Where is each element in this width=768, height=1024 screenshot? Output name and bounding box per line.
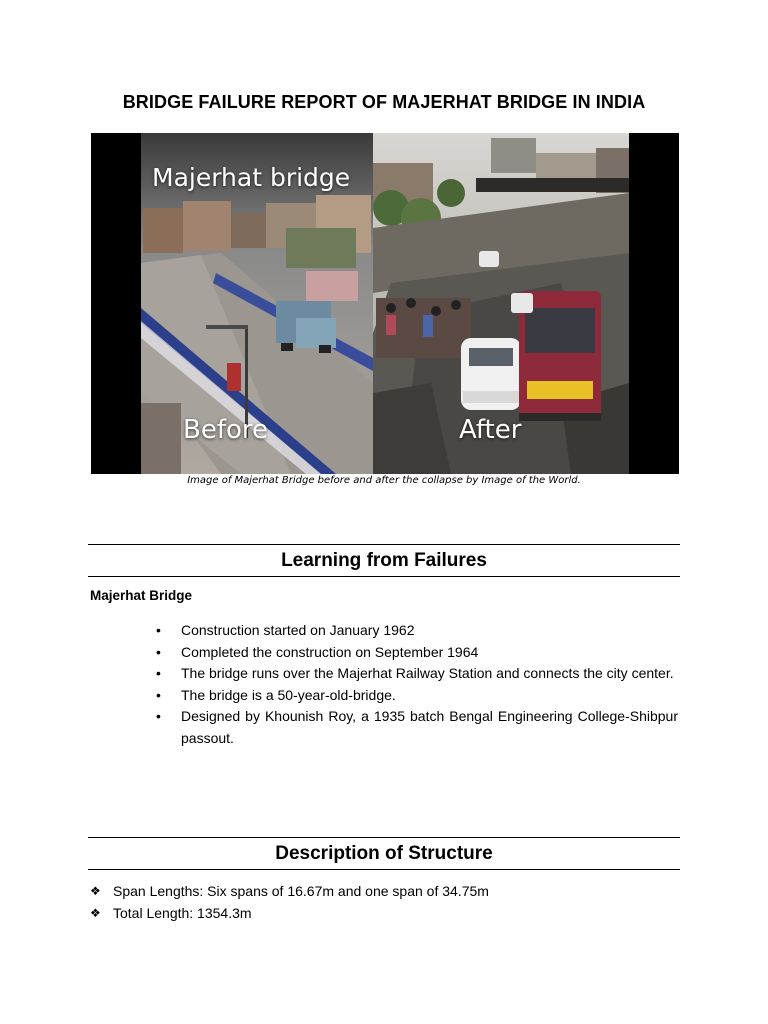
document-title: BRIDGE FAILURE REPORT OF MAJERHAT BRIDGE IN INDIA	[122, 92, 646, 112]
list-item-text: The bridge runs over the Majerhat Railway Station and connects the city center.	[181, 665, 674, 681]
bridge-before-after-photo	[91, 133, 679, 474]
list-item	[156, 663, 678, 685]
photo-after-label: After	[459, 415, 522, 445]
list-item-text: The bridge is a 50-year-old-bridge.	[181, 686, 396, 703]
list-item	[156, 620, 678, 642]
diamond-bullet-icon: ❖	[90, 906, 101, 920]
bullet-dot-icon: •	[156, 665, 161, 681]
bullet-dot-icon: •	[156, 622, 161, 638]
bullet-dot-icon: •	[156, 686, 161, 703]
list-item	[90, 902, 489, 924]
structure-details-list	[90, 880, 489, 924]
bullet-dot-icon: •	[156, 643, 161, 660]
list-item	[90, 880, 489, 902]
subheading-majerhat-bridge: Majerhat Bridge	[90, 588, 193, 603]
bullet-dot-icon: •	[156, 708, 161, 724]
list-item-text: Total Length: 1354.3m	[113, 905, 252, 921]
bridge-facts-list	[156, 620, 678, 749]
list-item	[156, 685, 678, 707]
list-item-text: Completed the construction on September 1964	[181, 643, 479, 660]
diamond-bullet-icon: ❖	[90, 884, 101, 898]
list-item	[156, 706, 678, 749]
list-item-text: Construction started on January 1962	[181, 622, 415, 638]
section-heading-description: Description of Structure	[88, 837, 680, 870]
list-item-text: Span Lengths: Six spans of 16.67m and one span of 34.75m	[113, 883, 489, 899]
section-heading-learning: Learning from Failures	[88, 544, 680, 577]
photo-before-label: Before	[183, 415, 269, 445]
list-item-text: Designed by Khounish Roy, a 1935 batch Bengal Engineering College-Shibpur passout.	[181, 708, 678, 746]
photo-overlay-title: Majerhat bridge	[152, 163, 351, 192]
photo-caption: Image of Majerhat Bridge before and after the collapse by Image of the World.	[187, 475, 581, 486]
list-item	[156, 642, 678, 664]
